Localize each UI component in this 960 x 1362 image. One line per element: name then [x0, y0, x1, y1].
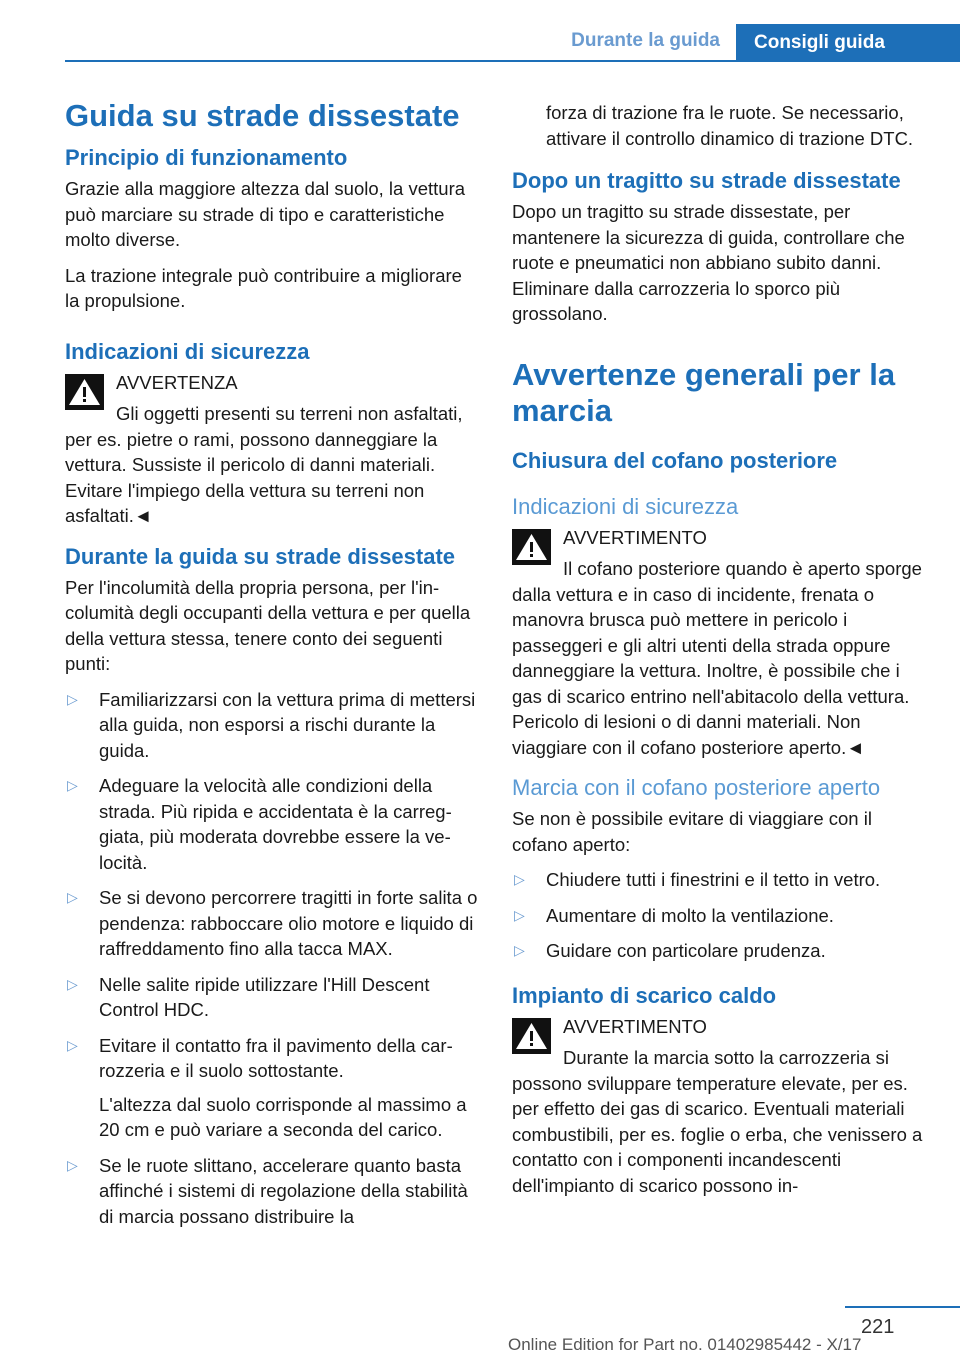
list-item-note: L'altezza dal suolo corrisponde al massimo a 20 cm e può variare a seconda del carico. [99, 1093, 467, 1140]
list-item: ▷ Se le ruote slittano, accelerare quanto basta affinché i sistemi di regolazione della stabilità di marcia possano distribuire la [67, 1154, 468, 1227]
triangle-bullet-icon: ▷ [67, 1156, 78, 1173]
paragraph: Per l'incolumità della propria persona, per l'incolumità degli occupanti della vettura e per quella della vettura stessa, tenere conto dei seguenti punti: [65, 576, 471, 674]
header-rule [65, 60, 960, 62]
list-item: ▷ Chiudere tutti i finestrini e il tetto in vetro. [512, 867, 932, 893]
warning-block [65, 370, 479, 529]
triangle-bullet-icon: ▷ [514, 871, 525, 887]
warning-icon [512, 529, 551, 565]
warning-title: AVVERTIMENTO [563, 526, 707, 548]
list-item: ▷ Adeguare la velocità alle condizioni della strada. Più ripida e accidentata è la carreggiata, più moderata dovrebbe essere la velocità. [67, 775, 452, 873]
bullet-list [65, 687, 479, 1230]
warning-text: Durante la marcia sotto la carrozzeria si possono sviluppare temperature elevate, per es. per effetto dei gas di scarico. Eventuali materiali combustibili, per es. foglie o erba, che venissero a contatto con i componenti incandescenti dell'impianto di scarico possono in- [512, 1047, 923, 1196]
header-tab: Consigli guida [736, 24, 960, 62]
heading-open: Marcia con il cofano posteriore aperto [512, 775, 881, 800]
warning-block [512, 1014, 932, 1199]
paragraph: Dopo un tragitto su strade dissestate, per mantenere la sicurezza di guida, controllare che ruote e pneumatici non abbiano subito danni. Eliminare dalla carrozzeria lo sporco più grossolano. [512, 201, 905, 324]
paragraph: Grazie alla maggiore altezza dal suolo, la vettura può marciare su strade di tipo e caratteristiche molto diverse. [65, 178, 466, 250]
page-number: 221 [861, 1316, 895, 1338]
list-item: ▷ Se si devono percorrere tragitti in forte salita o pendenza: rabboccare olio motore e liquido di raffreddamento fino alla tacca MAX. [67, 887, 478, 959]
header-section: Durante la guida [571, 30, 720, 51]
heading-closing: Chiusura del cofano posteriore [512, 447, 838, 473]
footer-edition: Online Edition for Part no. 01402985442 - X/17 [508, 1335, 862, 1354]
list-item: ▷ Nelle salite ripide utilizzare l'Hill Descent Control HDC. [67, 973, 430, 1020]
list-item: ▷ Familiarizzarsi con la vettura prima di mettersi alla guida, non esporsi a rischi durante la guida. [67, 688, 476, 761]
warning-text: Gli oggetti presenti su terreni non asfaltati, per es. pietre o rami, possono danneggiare la vettura. Sussiste il pericolo di danni materiali. Evitare l'impiego della vettura su terreni non asfaltati.◄ [65, 403, 463, 526]
warning-title: AVVERTENZA [116, 371, 238, 393]
warning-text: Il cofano posteriore quando è aperto sporge dalla vettura e in caso di incidente, frenata o manovra brusca può mettere in pericolo i passeggeri e gli altri utenti della strada oppure danneggiare la vettura. Inoltre, è possibile che i gas di scarico entrino nell'abitacolo della vettura. Pericolo di lesioni o di danni materiali. Non viaggiare con il cofano posteriore aperto.◄ [512, 558, 922, 758]
section-title-2: Avvertenze generali per la marcia [512, 356, 896, 428]
heading-safety: Indicazioni di sicurezza [65, 338, 310, 364]
paragraph-continued: forza di trazione fra le ruote. Se necessario, attivare il controllo dinamico di trazione DTC. [546, 102, 914, 149]
warning-block [512, 525, 932, 761]
paragraph: La trazione integrale può contribuire a migliorare la propulsione. [65, 264, 462, 311]
triangle-bullet-icon: ▷ [514, 906, 525, 923]
warning-title: AVVERTIMENTO [563, 1015, 707, 1037]
heading-after: Dopo un tragitto su strade dissestate [512, 168, 901, 193]
heading-safety-2: Indicazioni di sicurezza [512, 493, 739, 519]
warning-icon [65, 374, 104, 410]
bullet-list [512, 867, 932, 964]
paragraph: Se non è possibile evitare di viaggiare con il cofano aperto: [512, 808, 872, 855]
triangle-bullet-icon: ▷ [67, 690, 78, 707]
heading-principle: Principio di funzionamento [65, 145, 348, 170]
triangle-bullet-icon: ▷ [514, 942, 525, 958]
heading-driving: Durante la guida su strade dissestate [65, 543, 456, 569]
triangle-bullet-icon: ▷ [67, 889, 78, 905]
list-item: ▷ Aumentare di molto la ventilazione. [512, 903, 932, 929]
footer-rule [845, 1306, 960, 1308]
warning-icon [512, 1018, 551, 1054]
right-column [512, 100, 932, 1212]
triangle-bullet-icon: ▷ [67, 975, 78, 992]
list-item: ▷ Evitare il contatto fra il pavimento della carrozzeria e il suolo sottostante. L'altezza dal suolo corrisponde al massimo a 20 cm e può variare a seconda del carico. [65, 1033, 479, 1143]
triangle-bullet-icon: ▷ [67, 777, 78, 793]
list-item: ▷ Guidare con particolare prudenza. [512, 938, 932, 964]
section-title: Guida su strade dissestate [65, 98, 460, 133]
triangle-bullet-icon: ▷ [67, 1036, 78, 1053]
left-column [65, 98, 479, 1239]
heading-exhaust: Impianto di scarico caldo [512, 982, 777, 1008]
